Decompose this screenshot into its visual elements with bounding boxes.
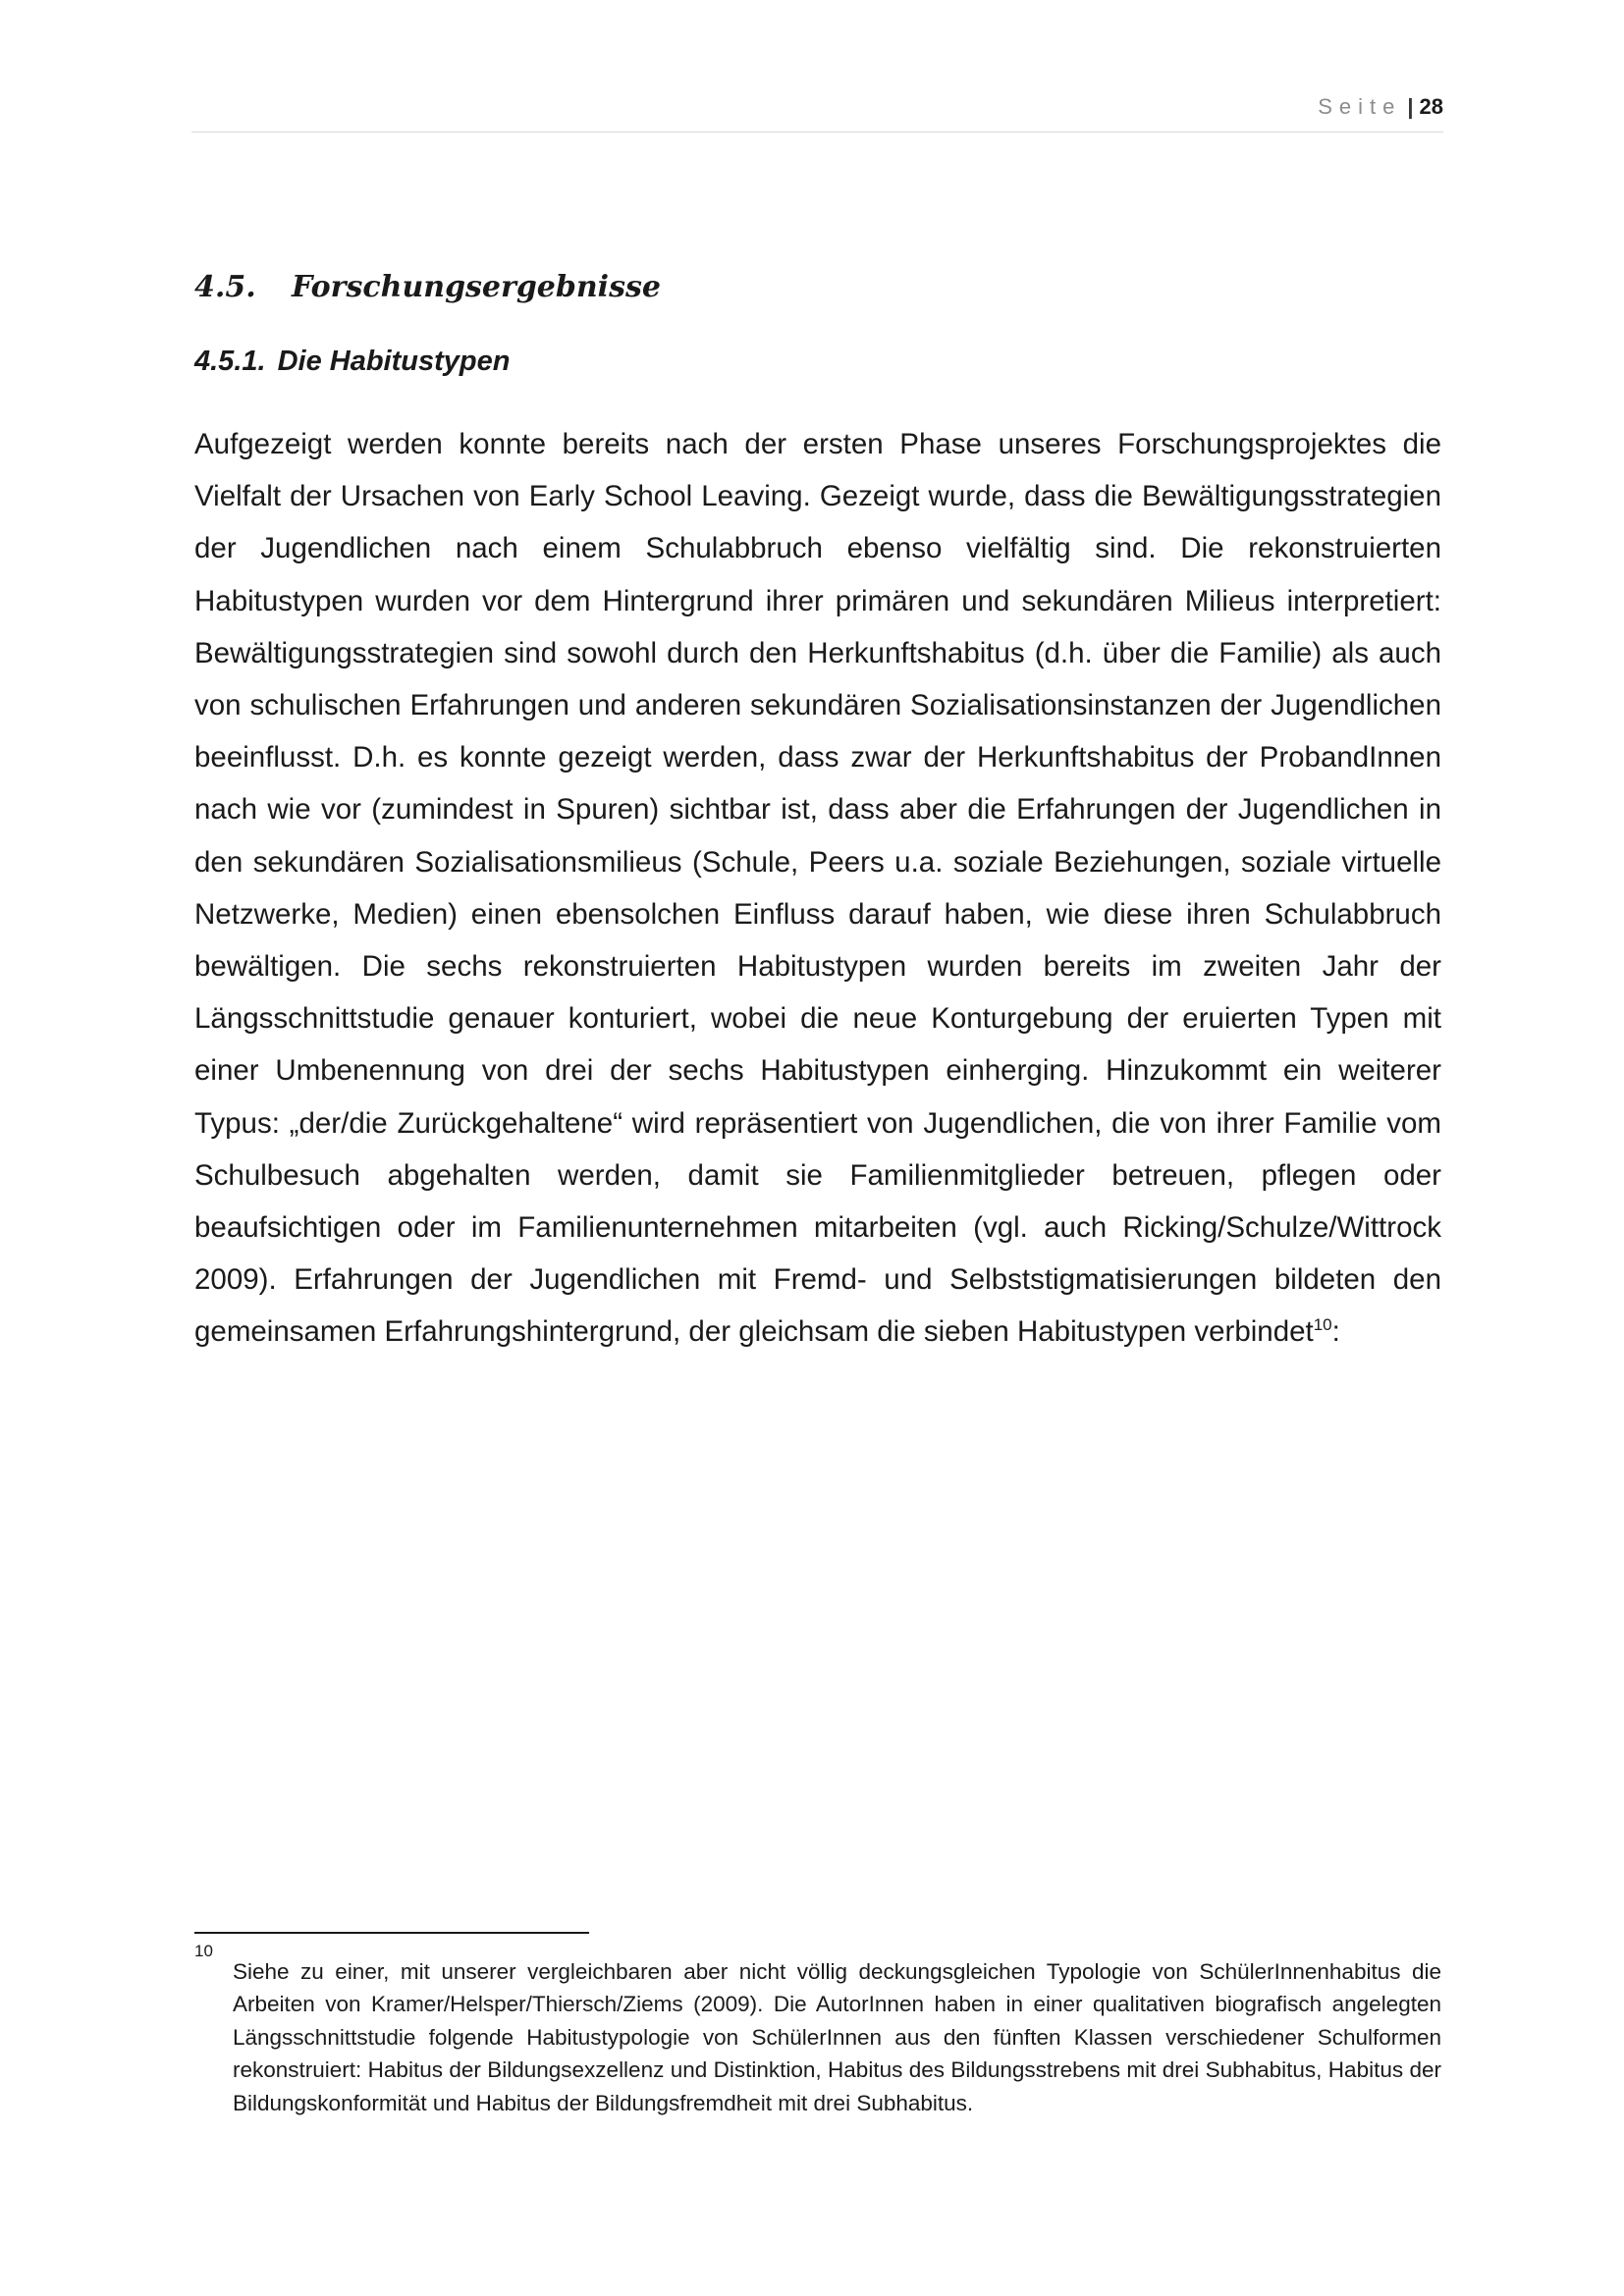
header-label: Seite (1318, 94, 1402, 119)
page-number: 28 (1419, 94, 1443, 119)
subsection-heading (194, 346, 1274, 378)
footnote-separator (194, 1932, 589, 1934)
section-number: 4.5. (194, 270, 256, 304)
body-text: Aufgezeigt werden konnte bereits nach der ersten Phase unseres Forschungsprojektes die Vielfalt der Ursachen von Early School Leaving. Gezeigt wurde, dass die Bewältigungsstrategien der Jugendlichen nach einem Schulabbruch ebenso vielfältig sind. Die rekonstruierten Habitustypen wurden vor dem Hintergrund ihrer primären und sekundären Milieus interpretiert: Bewältigungsstrategien sind sowohl durch den Herkunftshabitus (d.h. über die Familie) als auch von schulischen Erfahrungen und anderen sekundären Sozialisationsinstanzen der Jugendlichen beeinflusst. D.h. es konnte gezeigt werden, dass zwar der Herkunftshabitus der ProbandInnen nach wie vor (zumindest in Spuren) sichtbar ist, dass aber die Erfahrungen der Jugendlichen in den sekundären Sozialisationsmilieus (Schule, Peers u.a. soziale Beziehungen, soziale virtuelle Netzwerke, Medien) einen ebensolchen Einfluss darauf haben, wie diese ihren Schulabbruch bewältigen. Die sechs rekonstruierten Habitustypen wurden bereits im zweiten Jahr der Längsschnittstudie genauer konturiert, wobei die neue Konturgebung der eruierten Typen mit einer Umbenennung von drei der sechs Habitustypen einherging. Hinzukommt ein weiterer Typus: „der/die Zurückgehaltene“ wird repräsentiert von Jugendlichen, die von ihrer Familie vom Schulbesuch abgehalten werden, damit sie Familienmitglieder betreuen, pflegen oder beaufsichtigen oder im Familienunternehmen mitarbeiten (vgl. auch Ricking/Schulze/Wittrock 2009). Erfahrungen der Jugendlichen mit Fremd- und Selbststigmatisierungen bildeten den gemeinsamen Erfahrungshintergrund, der gleichsam die sieben Habitustypen verbindet (194, 428, 1441, 1349)
subsection-title: Die Habitustypen (277, 346, 511, 377)
footnote-text: Siehe zu einer, mit unserer vergleichbaren aber nicht völlig deckungsgleichen Typologie von SchülerInnenhabitus die Arbeiten von Kramer/Helsper/Thiersch/Ziems (2009). Die AutorInnen haben in einer qualitativen biografisch angelegten Längsschnittstudie folgende Habitustypologie von SchülerInnen aus den fünften Klassen verschiedener Schulformen rekonstruiert: Habitus der Bildungsexzellenz und Distinktion, Habitus des Bildungsstrebens mit drei Subhabitus, Habitus der Bildungskonformität und Habitus der Bildungsfremdheit mit drei Subhabitus. (233, 1959, 1441, 2115)
footnote-mark: 10 (194, 1942, 213, 1960)
section-heading (194, 270, 1274, 304)
section-title: Forschungsergebnisse (292, 270, 661, 304)
page-header (191, 94, 1443, 133)
header-separator: | (1407, 94, 1414, 119)
body-paragraph (194, 418, 1441, 1359)
subsection-number: 4.5.1. (194, 346, 266, 377)
body-trailing-punctuation: : (1331, 1315, 1340, 1349)
footnote (194, 1942, 1441, 2119)
footnote-reference[interactable]: 10 (1313, 1315, 1332, 1335)
